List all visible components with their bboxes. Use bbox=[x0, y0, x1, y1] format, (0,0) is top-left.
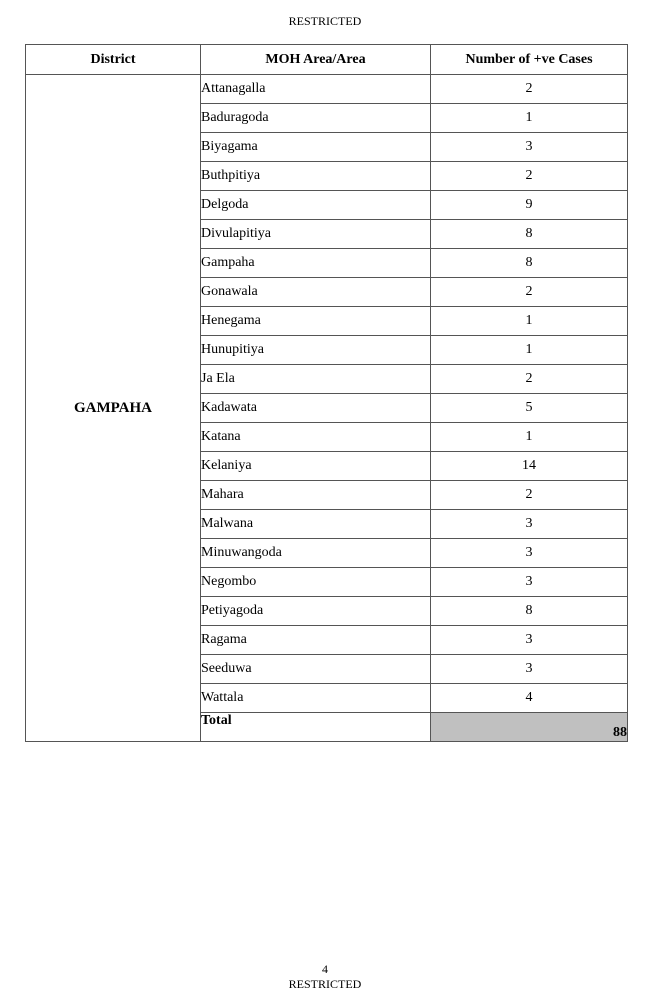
cases-cell: 3 bbox=[431, 568, 628, 597]
page-footer bbox=[0, 962, 650, 992]
table-body bbox=[26, 75, 628, 742]
district-cell: GAMPAHA bbox=[26, 75, 201, 742]
positive-cases-table bbox=[25, 44, 628, 742]
area-cell: Kadawata bbox=[201, 394, 431, 423]
area-cell: Petiyagoda bbox=[201, 597, 431, 626]
area-cell: Malwana bbox=[201, 510, 431, 539]
page-number: 4 bbox=[322, 962, 328, 976]
classification-footer: RESTRICTED bbox=[288, 977, 362, 991]
cases-cell: 1 bbox=[431, 423, 628, 452]
classification-header: RESTRICTED bbox=[288, 14, 362, 28]
total-label: Total bbox=[201, 713, 431, 742]
column-header-district: District bbox=[26, 45, 201, 75]
cases-cell: 9 bbox=[431, 191, 628, 220]
area-cell: Gonawala bbox=[201, 278, 431, 307]
cases-cell: 8 bbox=[431, 597, 628, 626]
cases-cell: 2 bbox=[431, 365, 628, 394]
area-cell: Gampaha bbox=[201, 249, 431, 278]
cases-cell: 5 bbox=[431, 394, 628, 423]
cases-cell: 3 bbox=[431, 626, 628, 655]
cases-cell: 1 bbox=[431, 336, 628, 365]
area-cell: Wattala bbox=[201, 684, 431, 713]
cases-cell: 8 bbox=[431, 220, 628, 249]
area-cell: Negombo bbox=[201, 568, 431, 597]
area-cell: Ragama bbox=[201, 626, 431, 655]
cases-cell: 3 bbox=[431, 539, 628, 568]
cases-cell: 3 bbox=[431, 510, 628, 539]
area-cell: Divulapitiya bbox=[201, 220, 431, 249]
cases-cell: 1 bbox=[431, 104, 628, 133]
table-row bbox=[26, 75, 628, 104]
table-header-row bbox=[26, 45, 628, 75]
cases-cell: 8 bbox=[431, 249, 628, 278]
area-cell: Minuwangoda bbox=[201, 539, 431, 568]
cases-cell: 2 bbox=[431, 481, 628, 510]
cases-cell: 4 bbox=[431, 684, 628, 713]
area-cell: Attanagalla bbox=[201, 75, 431, 104]
area-cell: Baduragoda bbox=[201, 104, 431, 133]
area-cell: Hunupitiya bbox=[201, 336, 431, 365]
area-cell: Mahara bbox=[201, 481, 431, 510]
area-cell: Ja Ela bbox=[201, 365, 431, 394]
cases-cell: 2 bbox=[431, 278, 628, 307]
cases-cell: 2 bbox=[431, 162, 628, 191]
area-cell: Delgoda bbox=[201, 191, 431, 220]
cases-cell: 2 bbox=[431, 75, 628, 104]
cases-cell: 3 bbox=[431, 655, 628, 684]
column-header-cases: Number of +ve Cases bbox=[431, 45, 628, 75]
cases-cell: 1 bbox=[431, 307, 628, 336]
area-cell: Katana bbox=[201, 423, 431, 452]
area-cell: Henegama bbox=[201, 307, 431, 336]
area-cell: Buthpitiya bbox=[201, 162, 431, 191]
cases-cell: 14 bbox=[431, 452, 628, 481]
column-header-area: MOH Area/Area bbox=[201, 45, 431, 75]
cases-cell: 3 bbox=[431, 133, 628, 162]
area-cell: Kelaniya bbox=[201, 452, 431, 481]
total-value: 88 bbox=[431, 713, 628, 742]
area-cell: Biyagama bbox=[201, 133, 431, 162]
area-cell: Seeduwa bbox=[201, 655, 431, 684]
